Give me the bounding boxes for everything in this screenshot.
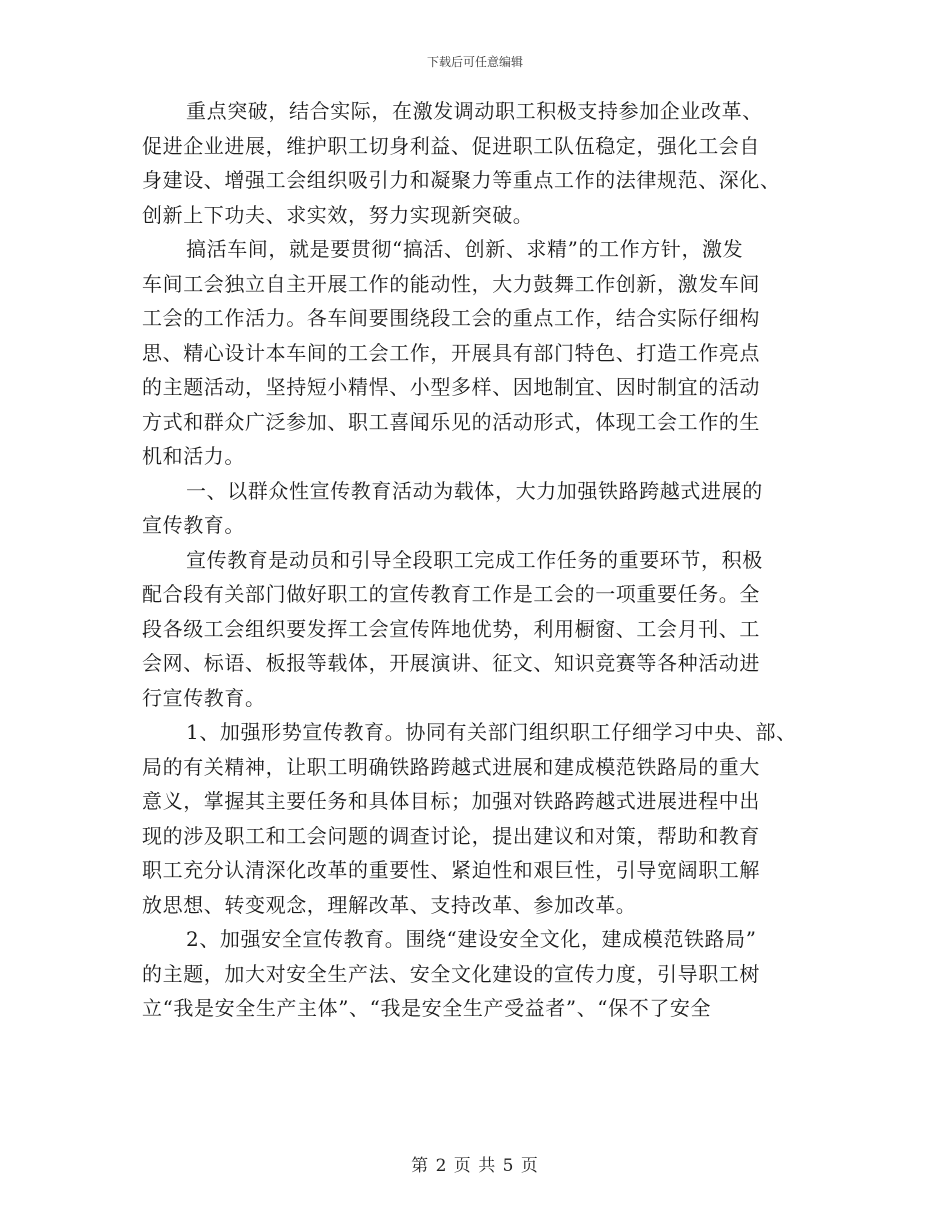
text-line: 重点突破，结合实际，在激发调动职工积极支持参加企业改革、 (186, 99, 763, 123)
text-line: 的主题，加大对安全生产法、安全文化建设的宣传力度，引导职工树 (142, 961, 760, 986)
text-line: 方式和群众广泛参加、职工喜闻乐见的活动形式，体现工会工作的生 (142, 409, 760, 434)
text-line: 宣传教育是动员和引导全段职工完成工作任务的重要环节，积极 (186, 547, 763, 572)
text-line: 2、加强安全宣传教育。围绕“建设安全文化，建成模范铁路局” (186, 927, 757, 951)
text-line: 思、精心设计本车间的工会工作，开展具有部门特色、打造工作亮点 (142, 340, 760, 365)
text-line: 宣传教育。 (142, 513, 245, 537)
text-line: 局的有关精神，让职工明确铁路跨越式进展和建成模范铁路局的重大 (142, 754, 760, 779)
text-line: 会网、标语、板报等载体，开展演讲、征文、知识竞赛等各种活动进 (142, 651, 760, 675)
text-line: 意义，掌握其主要任务和具体目标；加强对铁路跨越式进展进程中出 (142, 789, 760, 813)
text-line: 放思想、转变观念，理解改革、支持改革、参加改革。 (142, 892, 637, 917)
text-line: 行宣传教育。 (142, 685, 266, 710)
text-line: 车间工会独立自主开展工作的能动性，大力鼓舞工作创新，激发车间 (142, 271, 760, 296)
text-line: 身建设、增强工会组织吸引力和凝聚力等重点工作的法律规范、深化、 (142, 168, 781, 192)
text-line: 现的涉及职工和工会问题的调查讨论，提出建议和对策，帮助和教育 (142, 823, 760, 848)
text-line: 搞活车间，就是要贯彻“搞活、创新、求精”的工作方针，激发 (186, 237, 744, 261)
text-line: 创新上下功夫、求实效，努力实现新突破。 (142, 202, 534, 227)
text-line: 配合段有关部门做好职工的宣传教育工作是工会的一项重要任务。全 (142, 582, 760, 606)
text-line: 工会的工作活力。各车间要围绕段工会的重点工作，结合实际仔细构 (142, 306, 760, 330)
text-line: 机和活力。 (142, 444, 245, 468)
text-line: 段各级工会组织要发挥工会宣传阵地优势，利用橱窗、工会月刊、工 (142, 616, 760, 641)
page-number-footer: 第 2 页 共 5 页 (411, 1156, 539, 1176)
document-body (142, 94, 817, 1026)
page-header: 下载后可任意编辑 (426, 55, 523, 69)
text-line: 立“我是安全生产主体”、“我是安全生产受益者”、“保不了安全 (142, 996, 712, 1020)
text-line: 职工充分认清深化改革的重要性、紧迫性和艰巨性，引导宽阔职工解 (142, 858, 760, 882)
text-line: 的主题活动，坚持短小精悍、小型多样、因地制宜、因时制宜的活动 (142, 375, 760, 399)
text-line: 一、以群众性宣传教育活动为载体，大力加强铁路跨越式进展的 (186, 478, 763, 503)
text-line: 1、加强形势宣传教育。协同有关部门组织职工仔细学习中央、部、 (186, 720, 797, 744)
text-line: 促进企业进展，维护职工切身利益、促进职工队伍稳定，强化工会自 (142, 133, 760, 158)
